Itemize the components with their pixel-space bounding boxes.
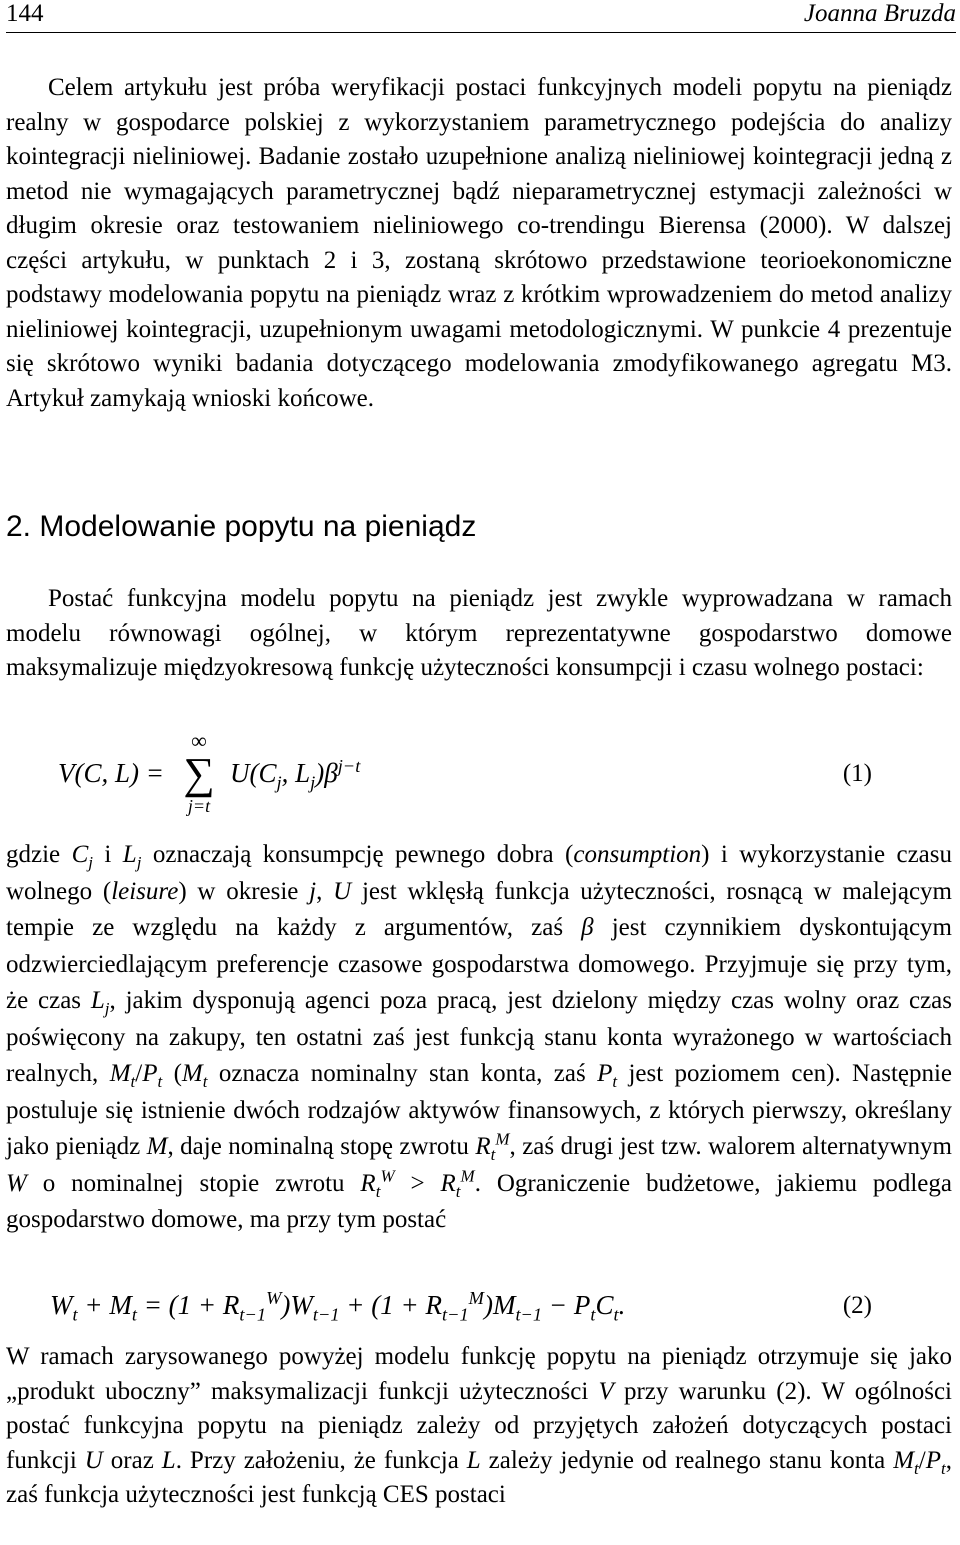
text-run: i (92, 841, 123, 868)
eq2-m: M (492, 1290, 516, 1320)
symbol-c: C (71, 841, 89, 868)
symbol-p: P (142, 1060, 158, 1087)
symbol-v: V (598, 1377, 614, 1405)
symbol-m: M (146, 1133, 168, 1160)
subscript: t (914, 1458, 919, 1478)
text-run: > (394, 1169, 441, 1197)
symbol-m: M (893, 1446, 915, 1474)
eq2-sub: t (72, 1304, 78, 1325)
paragraph-intro: Celem artykułu jest próba weryfikacji postaci funkcyjnych modeli popytu na pieniądz realny w gospodarce polskiej z wykorzystaniem parametrycznego podejścia do analizy kointegracji nieliniowej. Badanie zostało uzupełnione analizą nieliniowej kointegracji jedną z metod nie wymagających parametrycznej bądź nieparametrycznej estymacji zależności w długim okresie oraz testowaniem nieliniowego co-trendingu Bierensa (2000). W dalszej części artykułu, w punktach 2 i 3, zostaną skrótowo przedstawione teorioekonomiczne podstawy modelowania popytu na pieniądz wraz z krótkim wprowadzeniem do metod analizy nieliniowej kointegracji, uzupełnionym uwagami metodologicznymi. W punkcie 4 prezentuje się skrótowo wyniki badania dotyczącego modelowania zmodyfikowanego agregatu M3. Artykuł zamykają wnioski końcowe. (6, 74, 952, 412)
text-run: przy warunku (2). W ogólności postać funkcyjna popytu na pieniądz zależy od przyjętych założeń dotyczących postaci funkcji (6, 1377, 952, 1474)
eq2-sub: t−1 (312, 1304, 340, 1325)
eq1-term-beta: )β (315, 758, 338, 788)
symbol-j: j (309, 877, 317, 905)
eq2-m: M (109, 1290, 132, 1320)
text-run: . Ograniczenie budżetowe, jakiemu podlega gospodarstwo domowe, ma przy tym postać (6, 1169, 952, 1233)
symbol-m: M (109, 1060, 131, 1087)
eq1-exponent: j−t (337, 756, 361, 776)
symbol-r: R (475, 1133, 491, 1160)
text-run: , zaś drugi jest tzw. walorem alternatywnym (509, 1133, 952, 1160)
eq2-sub: t (131, 1304, 137, 1325)
text-run: / (918, 1446, 926, 1474)
subscript: t (157, 1072, 163, 1091)
text-run: jest czynnikiem dyskontującym odzwierciedlającym preferencje czasowe gospodarstwa domowego. Przyjmuje się przy tym, że czas (6, 914, 953, 1014)
text-run: , zaś funkcja użyteczności jest funkcją CES postaci (6, 1446, 952, 1508)
eq2-op: + (77, 1290, 110, 1320)
running-header (6, 0, 956, 33)
eq1-sub: j (310, 772, 316, 793)
text-run: , (316, 877, 334, 905)
eq2-sub: t−1 (239, 1304, 267, 1325)
text-run: o nominalnej stopie zwrotu (26, 1169, 361, 1197)
sigma-icon: ∑ (183, 749, 215, 798)
text-run: jest wklęsłą funkcja użyteczności, rosnącą w malejącym tempie ze względu na każdy z argumentów, zaś (6, 877, 952, 941)
text-run: / (135, 1060, 143, 1087)
eq2-p: P (573, 1290, 591, 1320)
superscript: M (495, 1129, 510, 1149)
subscript: j (136, 853, 142, 872)
paragraph-definitions (6, 837, 952, 1239)
page-number: 144 (6, 0, 44, 27)
text-run: W ramach zarysowanego powyżej modelu funkcję popytu na pieniądz otrzymuje się jako „produkt uboczny” maksymalizacji funkcji użyteczności (6, 1343, 952, 1405)
subscript: t (130, 1072, 136, 1091)
eq2-sub: t (590, 1304, 596, 1325)
summation-symbol (174, 730, 224, 816)
symbol-beta: β (581, 914, 594, 941)
eq2-op: + (1 + (339, 1290, 426, 1320)
symbol-l: L (90, 987, 105, 1014)
eq2-w: W (50, 1290, 73, 1320)
text-run: ( (162, 1060, 182, 1087)
paragraph-model-intro: Postać funkcyjna modelu popytu na pieniądz jest zwykle wyprowadzana w ramach modelu równowagi ogólnej, w którym reprezentatywne gospodarstwo domowe maksymalizuje międzyokresową funkcję użyteczności konsumpcji i czasu wolnego postaci: (6, 585, 952, 681)
paragraph-demand-function (6, 1340, 952, 1513)
text-run: , daje nominalną stopę zwrotu (167, 1133, 476, 1160)
subscript: t (612, 1072, 618, 1091)
eq2-sub: t (613, 1304, 619, 1325)
symbol-l: L (161, 1446, 176, 1474)
text-run: ) w okresie (178, 877, 310, 905)
equation-1-rhs (230, 756, 361, 793)
text-run: jest poziomem cen). Następnie postuluje się istnienie dwóch rodzajów aktywów finansowych, z których pierwszy, określany jako pieniądz (6, 1060, 953, 1160)
section-heading: 2. Modelowanie popytu na pieniądz (6, 510, 477, 543)
eq2-w: W (290, 1290, 313, 1320)
symbol-m: M (181, 1060, 203, 1087)
eq2-r: R (222, 1290, 240, 1320)
term-consumption: consumption (573, 841, 702, 868)
superscript: M (460, 1166, 475, 1186)
eq2-sup: M (468, 1288, 484, 1308)
eq2-op: ) (483, 1290, 493, 1320)
subscript: t (941, 1458, 946, 1478)
eq2-op: ) (281, 1290, 291, 1320)
running-author: Joanna Bruzda (803, 0, 956, 27)
subscript: t (490, 1145, 496, 1164)
symbol-u: U (84, 1446, 103, 1474)
eq1-sub: j (276, 772, 282, 793)
subscript: t (455, 1181, 461, 1201)
term-leisure: leisure (111, 877, 179, 905)
equation-1-lhs: V(C, L) = (58, 758, 164, 788)
eq1-term-l: , L (281, 758, 311, 788)
eq2-op: − (542, 1290, 574, 1320)
sum-upper-limit: ∞ (191, 728, 207, 753)
superscript: W (380, 1166, 395, 1186)
symbol-r: R (440, 1169, 456, 1197)
text-run: oraz (102, 1446, 162, 1474)
text-run: . Przy założeniu, że funkcja (175, 1446, 467, 1474)
symbol-p: P (597, 1060, 613, 1087)
equation-2 (6, 1284, 952, 1328)
eq2-sup: W (266, 1288, 282, 1308)
symbol-p: P (925, 1446, 942, 1474)
text-run: oznacza nominalny stan konta, zaś (207, 1060, 598, 1087)
eq2-op: = (1 + (136, 1290, 223, 1320)
subscript: j (88, 853, 93, 872)
eq2-op: . (618, 1290, 626, 1320)
equation-1 (6, 728, 952, 820)
symbol-l: L (466, 1446, 481, 1474)
symbol-r: R (360, 1169, 376, 1197)
text-run: zależy jedynie od realnego stanu konta (480, 1446, 894, 1474)
text-run: ) i wykorzystanie czasu wolnego ( (6, 841, 952, 905)
eq2-r: R (425, 1290, 442, 1320)
equation-number: (1) (842, 760, 872, 787)
symbol-w: W (6, 1169, 27, 1197)
subscript: t (375, 1181, 381, 1201)
subscript: j (104, 999, 110, 1018)
symbol-l: L (122, 841, 137, 868)
text-run: oznaczają konsumpcję pewnego dobra ( (141, 841, 574, 868)
text-run: , jakim dysponują agenci poza pracą, jest dzielony między czas wolny oraz czas poświęcony na zakupy, ten ostatni zaś jest funkcją stanu konta wyrażonego w wartościach realnych, (6, 987, 952, 1087)
eq2-sub: t−1 (515, 1304, 543, 1325)
equation-number: (2) (842, 1292, 872, 1319)
sum-lower-limit: j=t (187, 796, 211, 816)
subscript: t (202, 1072, 208, 1091)
symbol-u: U (333, 877, 352, 905)
eq1-term-u: U(C (230, 758, 277, 788)
equation-2-body (50, 1288, 626, 1325)
eq2-sub: t−1 (441, 1304, 469, 1325)
text-run: gdzie (6, 841, 72, 868)
eq2-c: C (595, 1290, 614, 1320)
